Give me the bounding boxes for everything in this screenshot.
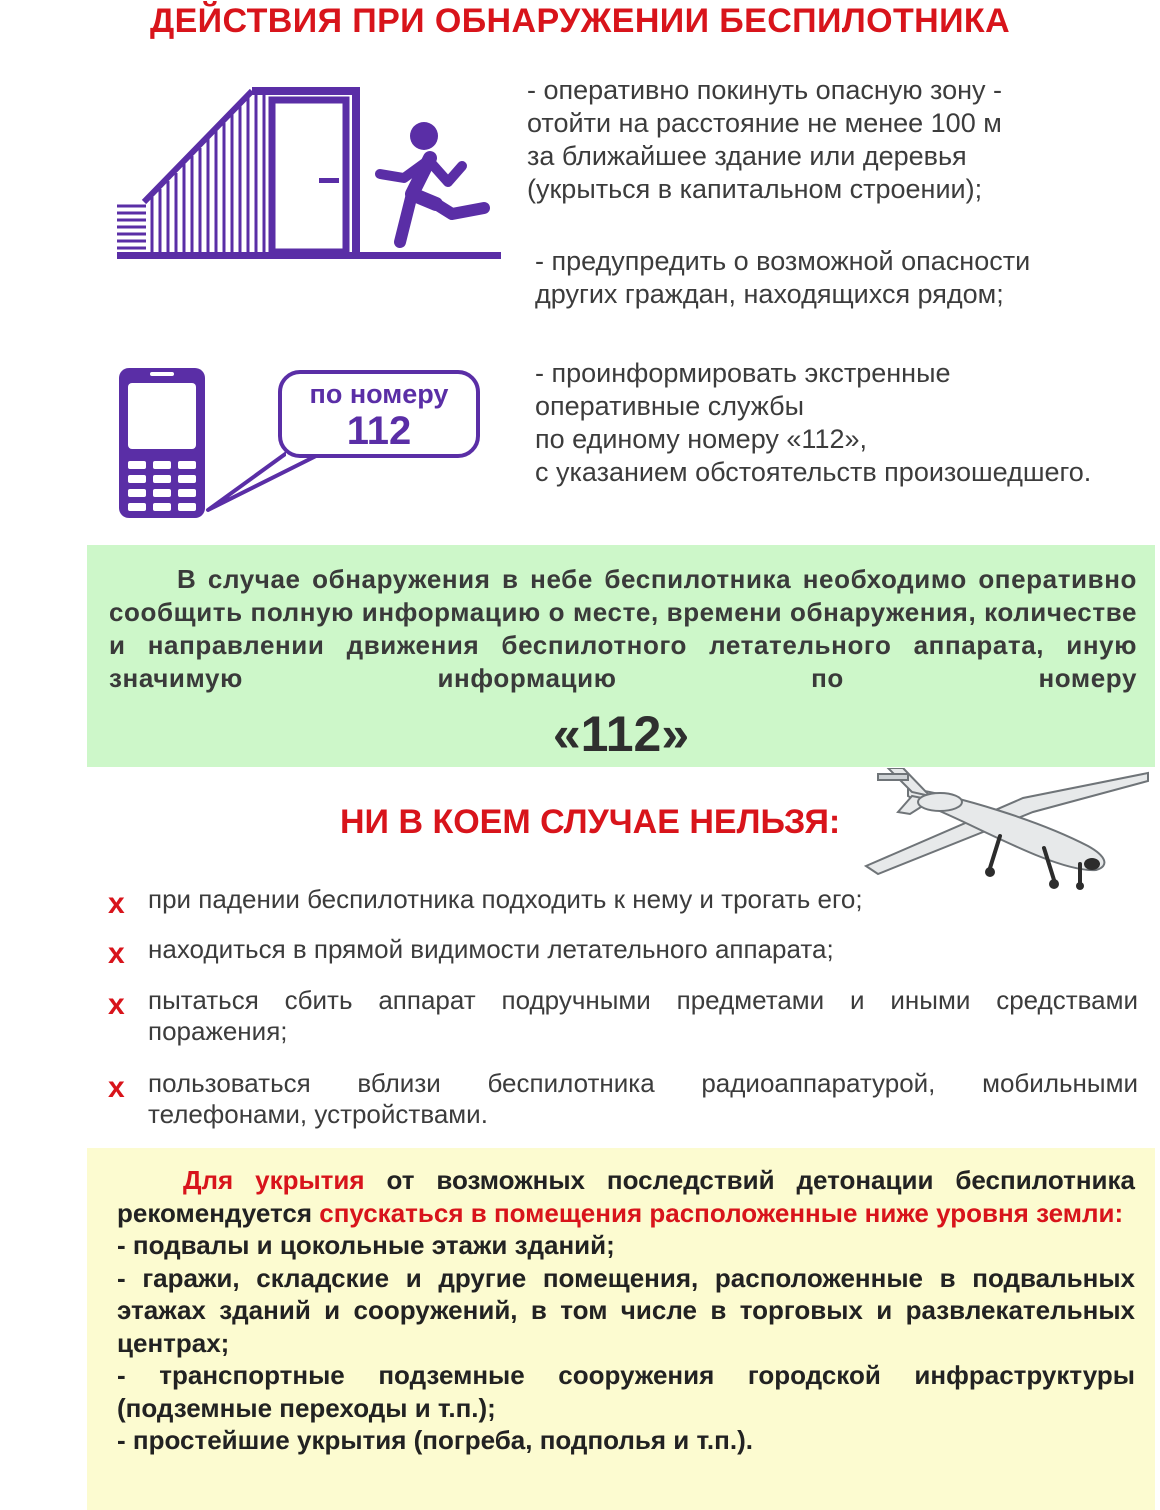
shelter-intro-red2: спускаться в помещения расположенные ниже уровня земли: — [319, 1197, 1124, 1228]
report-notice-box — [87, 545, 1155, 767]
forbidden-item: пользоваться вблизи беспилотника радиоаппаратурой, мобильными телефонами, устройствами. — [148, 1068, 1138, 1129]
shelter-box — [87, 1148, 1155, 1510]
forbidden-item: при падении беспилотника подходить к нему и трогать его; — [148, 884, 863, 914]
forbidden-title: НИ В КОЕМ СЛУЧАЕ НЕЛЬЗЯ: — [340, 803, 841, 841]
shelter-item: - гаражи, складские и другие помещения, расположенные в подвальных этажах зданий и сооружений, в том числе в торговых и развлекательных центрах; — [117, 1262, 1135, 1358]
cross-icon: x — [108, 988, 125, 1021]
shelter-text — [117, 1164, 1135, 1457]
bubble-line1: по номеру — [309, 379, 449, 409]
report-notice-number: «112» — [552, 706, 690, 762]
bubble-number: 112 — [346, 409, 412, 453]
shelter-intro — [117, 1164, 1135, 1229]
call-112-bubble — [278, 370, 480, 458]
shelter-intro-red: Для укрытия — [183, 1165, 365, 1195]
action-leave-text: - оперативно покинуть опасную зону - отойти на расстояние не менее 100 м за ближайшее здание или деревья (укрыться в капитальном строении); — [527, 75, 1002, 204]
page-title: ДЕЙСТВИЯ ПРИ ОБНАРУЖЕНИИ БЕСПИЛОТНИКА — [149, 2, 1011, 40]
report-notice-text: В случае обнаружения в небе беспилотника необходимо оперативно сообщить полную информацию о месте, времени обнаружения, количестве и направлении движения беспилотного летательного аппарата, иную значимую информацию по номеру — [109, 564, 1137, 693]
cross-icon: x — [108, 1071, 125, 1104]
action-warn-text: - предупредить о возможной опасности других граждан, находящихся рядом; — [535, 246, 1031, 309]
building-exit-icon — [112, 82, 504, 266]
shelter-item: - транспортные подземные сооружения городской инфраструктуры (подземные переходы и т.п.); — [117, 1360, 1135, 1423]
forbidden-item: находиться в прямой видимости летательного аппарата; — [148, 934, 834, 964]
cross-icon: x — [108, 937, 125, 970]
shelter-item: - подвалы и цокольные этажи зданий; — [117, 1230, 615, 1260]
forbidden-item: пытаться сбить аппарат подручными предметами и иными средствами поражения; — [148, 985, 1138, 1046]
mobile-phone-icon — [116, 365, 210, 523]
drone-image — [848, 768, 1153, 893]
cross-icon: x — [108, 887, 125, 920]
bubble-tail — [200, 450, 340, 520]
shelter-item: - простейшие укрытия (погреба, подполья и т.п.). — [117, 1425, 753, 1455]
shelter-intro-black: от возможных последствий детонации беспилотника рекомендуется — [117, 1165, 1135, 1228]
action-inform-text: - проинформировать экстренные оперативные службы по единому номеру «112», с указанием обстоятельств произошедшего. — [535, 358, 1092, 487]
